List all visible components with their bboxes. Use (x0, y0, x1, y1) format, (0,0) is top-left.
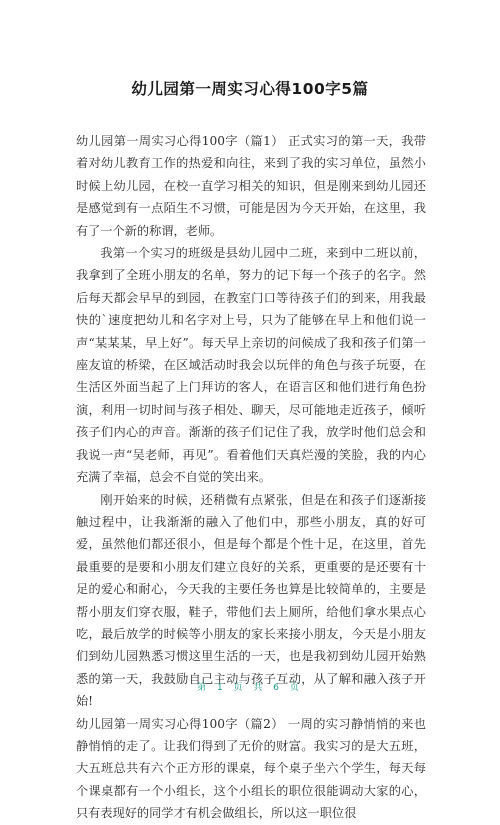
document-body (76, 130, 426, 825)
page-number-footer: 第 1 页 共 6 页 (197, 683, 303, 693)
document-title: 幼儿园第一周实习心得100字5篇 (131, 80, 369, 98)
paragraph: 我第一个实习的班级是县幼儿园中二班，来到中二班以前，我拿到了全班小朋友的名单，努力的记下每一个孩子的名字。然后每天都会早早的到园，在教室门口等待孩子们的到来，用我最快的`速度把幼儿和名字对上号，只为了能够在早上和他们说一声“某某某，早上好”。每天早上亲切的问候成了我和孩子们第一座友谊的桥梁，在区域活动时我会以玩伴的角色与孩子玩耍，在生活区外面当起了上门拜访的客人，在语言区和他们进行角色扮演，利用一切时间与孩子相处、聊天，尽可能地走近孩子，倾听孩子们内心的声音。渐渐的孩子们记住了我，放学时他们总会和我说一声“吴老师，再见”。看着他们天真烂漫的笑脸，我的内心充满了幸福，总会不自觉的笑出来。 (76, 246, 426, 485)
paragraph: 刚开始来的时候，还稍微有点紧张，但是在和孩子们逐渐接触过程中，让我渐渐的融入了他们中，那些小朋友，真的好可爱，虽然他们都还很小，但是每个都是个性十足，在这里，首先最重要的是要和小朋友们建立良好的关系，更重要的是还要有十足的爱心和耐心，今天我的主要任务也算是比较简单的，主要是帮小朋友们穿衣服，鞋子，带他们去上厕所，给他们拿水果点心吃，最后放学的时候等小朋友的家长来接小朋友，今天是小朋友们到幼儿园熟悉习惯这里生活的一天，也是我初到幼儿园开始熟悉的第一天，我鼓励自己主动与孩子互动，从了解和融入孩子开始! (76, 492, 426, 709)
paragraph: 幼儿园第一周实习心得100字（篇2） 一周的实习静悄悄的来也静悄悄的走了。让我们得到了无价的财富。我实习的是大五班，大五班总共有六个正方形的课桌，每个桌子坐六个学生，每天每个课桌都有一个小组长，这个小组长的职位很能调动大家的心，只有表现好的同学才有机会做组长，所以这一职位很 (76, 716, 426, 821)
paragraph: 幼儿园第一周实习心得100字（篇1） 正式实习的第一天，我带着对幼儿教育工作的热爱和向往，来到了我的实习单位，虽然小时候上幼儿园，在校一直学习相关的知识，但是刚来到幼儿园还是感觉到有一点陌生不习惯，可能是因为今天开始，在这里，我有了一个新的称谓，老师。 (76, 134, 426, 238)
